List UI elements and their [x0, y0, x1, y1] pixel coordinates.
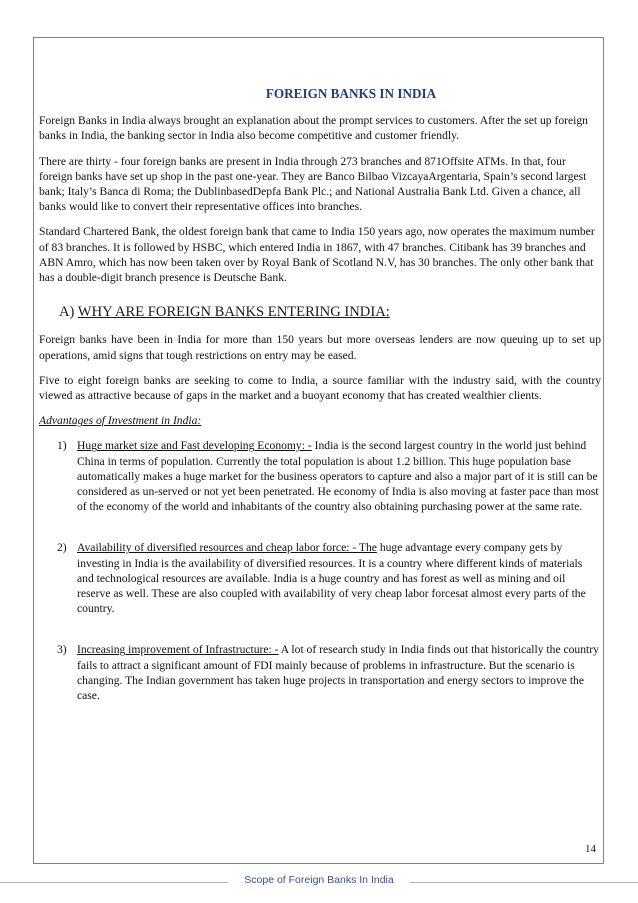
- list-item-text: India is the second largest country in the world just behind China in terms of population. Currently the total population is about 1.2 billion. This huge population base automatically makes a huge market for the business operators to capture and also a major part of it is still can be considered as un-served or not yet been penetrated. He economy of India is also moving at faster pace than most of the economy of the world and inhabitants of the country also obtaining purchasing power at the same rate.: [77, 439, 599, 514]
- page-number: 14: [585, 843, 596, 855]
- section-a-heading: [59, 305, 601, 320]
- list-item-number: 2): [57, 541, 67, 555]
- list-item-lead: Availability of diversified resources and cheap labor force: - The: [77, 541, 377, 555]
- list-item: [39, 642, 601, 703]
- list-item-lead: Increasing improvement of Infrastructure: -: [77, 643, 279, 657]
- branches-paragraph: There are thirty - four foreign banks are present in India through 273 branches and 871Offsite ATMs. In that, four foreign banks have set up shop in the past one-year. They are Banco Bilbao VizcayaArgentaria, Spain’s second largest bank; Italy’s Banca di Roma; the DublinbasedDepfa Bank Plc.; and National Australia Bank Ltd. Given a chance, all banks would like to convert their representative offices into branches.: [39, 154, 587, 214]
- document-body: [39, 86, 601, 729]
- footer-rule-right: [410, 882, 638, 883]
- list-item-lead: Huge market size and Fast developing Economy: -: [77, 439, 312, 453]
- list-item-text: huge advantage every company gets by investing in India is the availability of diversified resources. It is a country where different kinds of materials and technological resources are available. India is a huge country and has forest as well as mining and oil reserve as well. These are also coupled with availability of very cheap labor forcesat almost every parts of the country.: [77, 541, 586, 616]
- list-item-text: A lot of research study in India finds out that historically the country fails to attract a significant amount of FDI mainly because of problems in infrastructure. But the scenario is changing. The Indian government has taken huge projects in transportation and energy sectors to improve the case.: [77, 643, 599, 703]
- advantages-heading: Advantages of Investment in India:: [39, 414, 202, 428]
- list-item-number: 1): [57, 439, 67, 453]
- section-a-prefix: A): [59, 304, 75, 321]
- footer-title: Scope of Foreign Banks In India: [244, 874, 394, 886]
- list-item: [39, 540, 601, 616]
- section-a-paragraph: Five to eight foreign banks are seeking to come to India, a source familiar with the industry said, with the country viewed as attractive because of gaps in the market and a buoyant economy that has created wealthier clients.: [39, 373, 601, 403]
- intro-paragraph: Foreign Banks in India always brought an explanation about the prompt services to customers. After the set up foreign banks in India, the banking sector in India also become competitive and customer friendly.: [39, 114, 588, 143]
- document-title: FOREIGN BANKS IN INDIA: [265, 86, 437, 101]
- list-item-number: 3): [57, 643, 67, 657]
- advantages-list: [39, 438, 601, 703]
- section-a-paragraph: Foreign banks have been in India for more than 150 years but more overseas lenders are now queuing up to set up operations, amid signs that tough restrictions on entry may be eased.: [39, 333, 601, 362]
- standard-chartered-paragraph: Standard Chartered Bank, the oldest foreign bank that came to India 150 years ago, now operates the maximum number of 83 branches. It is followed by HSBC, which entered India in 1867, with 47 branches. Citibank has 39 branches and ABN Amro, which has now been taken over by Royal Bank of Scotland N.V, has 30 branches. The only other bank that has a double-digit branch presence is Deutsche Bank.: [39, 225, 595, 285]
- footer-rule-left: [0, 882, 228, 883]
- list-item: [39, 438, 601, 514]
- section-a-title: WHY ARE FOREIGN BANKS ENTERING INDIA:: [77, 304, 390, 321]
